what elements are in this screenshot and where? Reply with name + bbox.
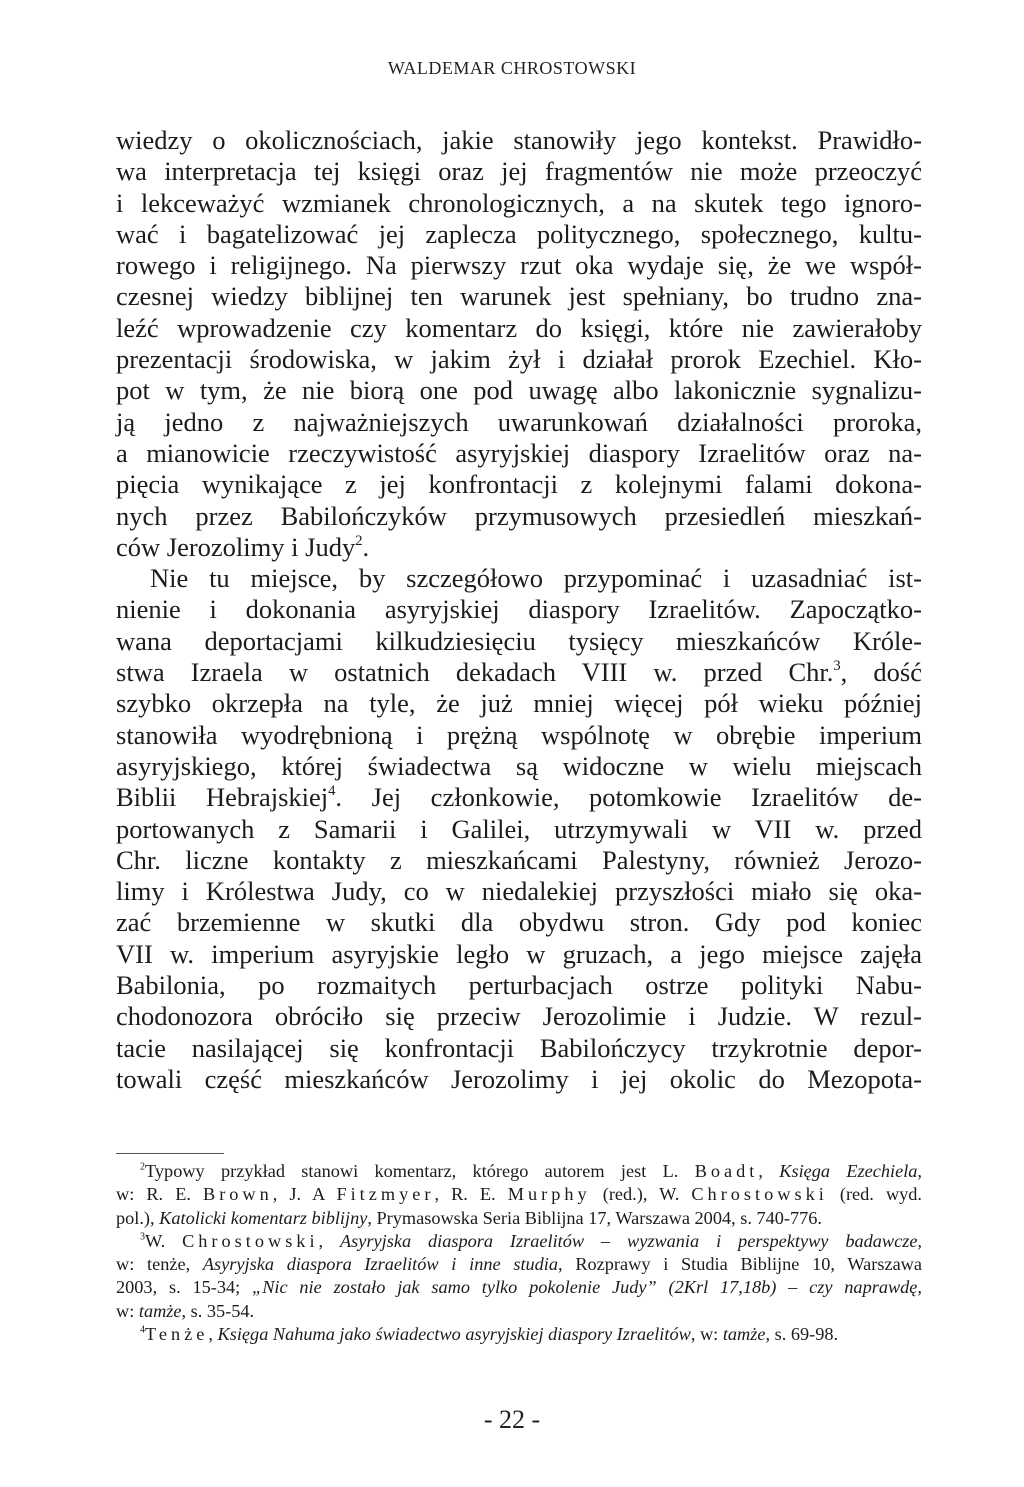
- footnote-text: ,: [208, 1324, 218, 1345]
- footnote-ref-4: 4: [328, 783, 336, 800]
- body-line: zać brzemienne w skutki dla obydwu stron. Gdy pod koniec: [116, 907, 922, 938]
- body-line: wana deportacjami kilkudziesięciu tysięcy mieszkańców Króle-: [116, 625, 922, 656]
- body-line: VII w. imperium asyryjskie legło w gruzach, a jego miejsce zajęła: [116, 938, 922, 969]
- body-line: chodonozora obróciło się przeciw Jerozolimie i Judzie. W rezul-: [116, 1001, 922, 1032]
- footnote-title: Katolicki komentarz biblijny: [159, 1207, 368, 1228]
- body-line: ją jedno z najważniejszych uwarunkowań działalności proroka,: [116, 406, 922, 437]
- footnote-author: Boadt: [694, 1161, 759, 1181]
- footnote-text: w: R. E.: [116, 1184, 203, 1205]
- footnote-text: (red. wyd.: [827, 1184, 922, 1205]
- footnote-text: w: tenże,: [116, 1254, 203, 1275]
- footnote-3-line: [116, 1276, 922, 1299]
- footnote-text: W.: [145, 1230, 183, 1251]
- footnote-author: Fitzmyer: [336, 1184, 435, 1205]
- body-line: i lekceważyć wzmianek chronologicznych, a na skutek tego ignoro-: [116, 187, 922, 218]
- footnote-author: Brown: [203, 1184, 273, 1205]
- body-text: [116, 125, 922, 1095]
- footnote-title: Księga Ezechiela,: [779, 1161, 923, 1181]
- body-line: szybko okrzepła na tyle, że już mniej więcej pół wieku później: [116, 688, 922, 719]
- footnote-4-line: [116, 1323, 922, 1346]
- footnote-3-line: [116, 1300, 922, 1323]
- body-line: limy i Królestwa Judy, co w niedalekiej przyszłości miało się oka-: [116, 876, 922, 907]
- body-line: [116, 782, 922, 813]
- footnote-author: Murphy: [507, 1184, 591, 1205]
- body-line: towali część mieszkańców Jerozolimy i jej okolic do Mezopota-: [116, 1063, 922, 1094]
- footnote-text: ,: [758, 1161, 780, 1181]
- running-head: WALDEMAR CHROSTOWSKI: [387, 58, 637, 78]
- body-line: leźć wprowadzenie czy komentarz do księgi, które nie zawierałoby: [116, 312, 922, 343]
- footnote-text: , w:: [690, 1324, 723, 1345]
- footnote-separator: [116, 1153, 224, 1154]
- footnote-author: Chrostowski: [691, 1184, 828, 1205]
- footnotes: [116, 1160, 922, 1346]
- body-line: wiedzy o okolicznościach, jakie stanowiły jego kontekst. Prawidło-: [116, 125, 922, 155]
- footnote-title: Księga Nahuma jako świadectwo asyryjskiej diaspory Izraelitów: [217, 1324, 691, 1345]
- body-line: pot w tym, że nie biorą one pod uwagę albo lakonicznie sygnalizu-: [116, 375, 922, 406]
- footnote-text: w:: [116, 1300, 139, 1321]
- footnote-title: „Nic nie zostało jak samo tylko pokolenie Judy” (2Krl 17,18b) – czy naprawdę,: [252, 1277, 922, 1298]
- footnote-3-line: [116, 1253, 922, 1276]
- body-line: [116, 657, 922, 688]
- body-line: nienie i dokonania asyryjskiej diaspory Izraelitów. Zapoczątko-: [116, 594, 922, 625]
- footnote-text: , J. A: [272, 1184, 337, 1205]
- footnote-text: ,: [318, 1230, 341, 1251]
- footnote-ref-3: 3: [833, 658, 841, 675]
- footnote-text: pol.),: [116, 1207, 160, 1228]
- body-line: portowanych z Samarii i Galilei, utrzymywali w VII w. przed: [116, 813, 922, 844]
- footnote-ref-2: 2: [355, 532, 363, 549]
- page-number: - 22 -: [483, 1405, 541, 1434]
- body-text-run: stwa Izraela w ostatnich dekadach VIII w. przed Chr.: [116, 657, 834, 688]
- body-line: czesnej wiedzy biblijnej ten warunek jest spełniany, bo trudno zna-: [116, 281, 922, 312]
- body-line: Babilonia, po rozmaitych perturbacjach ostrze polityki Nabu-: [116, 970, 922, 1001]
- footnote-title: Asyryjska diaspora Izraelitów – wyzwania i perspektywy badawcze,: [340, 1230, 922, 1251]
- body-line-paragraph-end: [116, 532, 922, 563]
- body-text-run: .: [362, 531, 370, 562]
- footnote-text: Typowy przykład stanowi komentarz, którego autorem jest L.: [145, 1161, 695, 1181]
- footnote-text: , Rozprawy i Studia Biblijne 10, Warszawa: [558, 1254, 923, 1275]
- body-text-run: Biblii Hebrajskiej: [116, 782, 329, 813]
- footnote-author: Tenże: [145, 1324, 209, 1345]
- body-text-run: ców Jerozolimy i Judy: [116, 531, 356, 562]
- footnote-title: tamże: [138, 1300, 182, 1321]
- body-line: Chr. liczne kontakty z mieszkańcami Palestyny, również Jerozo-: [116, 844, 922, 875]
- body-line: a mianowicie rzeczywistość asyryjskiej diaspory Izraelitów oraz na-: [116, 437, 922, 468]
- footnote-text: , Prymasowska Seria Biblijna 17, Warszawa 2004, s. 740-776.: [367, 1207, 823, 1228]
- body-line: rowego i religijnego. Na pierwszy rzut oka wydaje się, że we współ-: [116, 250, 922, 281]
- footnote-3-line: [116, 1230, 922, 1253]
- footnote-number: 4: [140, 1324, 146, 1336]
- footnote-text: , s. 35-54.: [181, 1300, 255, 1321]
- footnote-text: , R. E.: [434, 1184, 508, 1205]
- body-line: wa interpretacja tej księgi oraz jej fragmentów nie może przeoczyć: [116, 156, 922, 187]
- footnote-title: Asyryjska diaspora Izraelitów i inne studia: [202, 1254, 559, 1275]
- footnote-2-line: [116, 1160, 922, 1183]
- footnote-number: 2: [140, 1161, 146, 1173]
- footnote-2-line: [116, 1207, 922, 1230]
- body-line: stanowiła wyodrębnioną i prężną wspólnotę w obrębie imperium: [116, 719, 922, 750]
- body-line: nych przez Babilończyków przymusowych przesiedleń mieszkań-: [116, 500, 922, 531]
- footnote-text: 2003, s. 15-34;: [116, 1277, 253, 1298]
- footnote-title: tamże: [722, 1324, 766, 1345]
- body-text-run: , dość: [840, 657, 922, 688]
- footnote-text: (red.), W.: [590, 1184, 692, 1205]
- body-line: asyryjskiego, której świadectwa są widoczne w wielu miejscach: [116, 750, 922, 781]
- body-line: pięcia wynikające z jej konfrontacji z kolejnymi falami dokona-: [116, 469, 922, 500]
- body-line: wać i bagatelizować jej zaplecza politycznego, społecznego, kultu-: [116, 218, 922, 249]
- footnote-text: , s. 69-98.: [765, 1324, 839, 1345]
- footnote-2-line: [116, 1183, 922, 1206]
- body-line: Nie tu miejsce, by szczegółowo przypominać i uzasadniać ist-: [150, 563, 922, 594]
- body-text-run: . Jej członkowie, potomkowie Izraelitów de-: [335, 782, 922, 813]
- footnote-number: 3: [140, 1231, 146, 1243]
- body-line: tacie nasilającej się konfrontacji Babilończycy trzykrotnie depor-: [116, 1032, 922, 1063]
- body-line: prezentacji środowiska, w jakim żył i działał prorok Ezechiel. Kło-: [116, 344, 922, 375]
- footnote-author: Chrostowski: [182, 1230, 319, 1251]
